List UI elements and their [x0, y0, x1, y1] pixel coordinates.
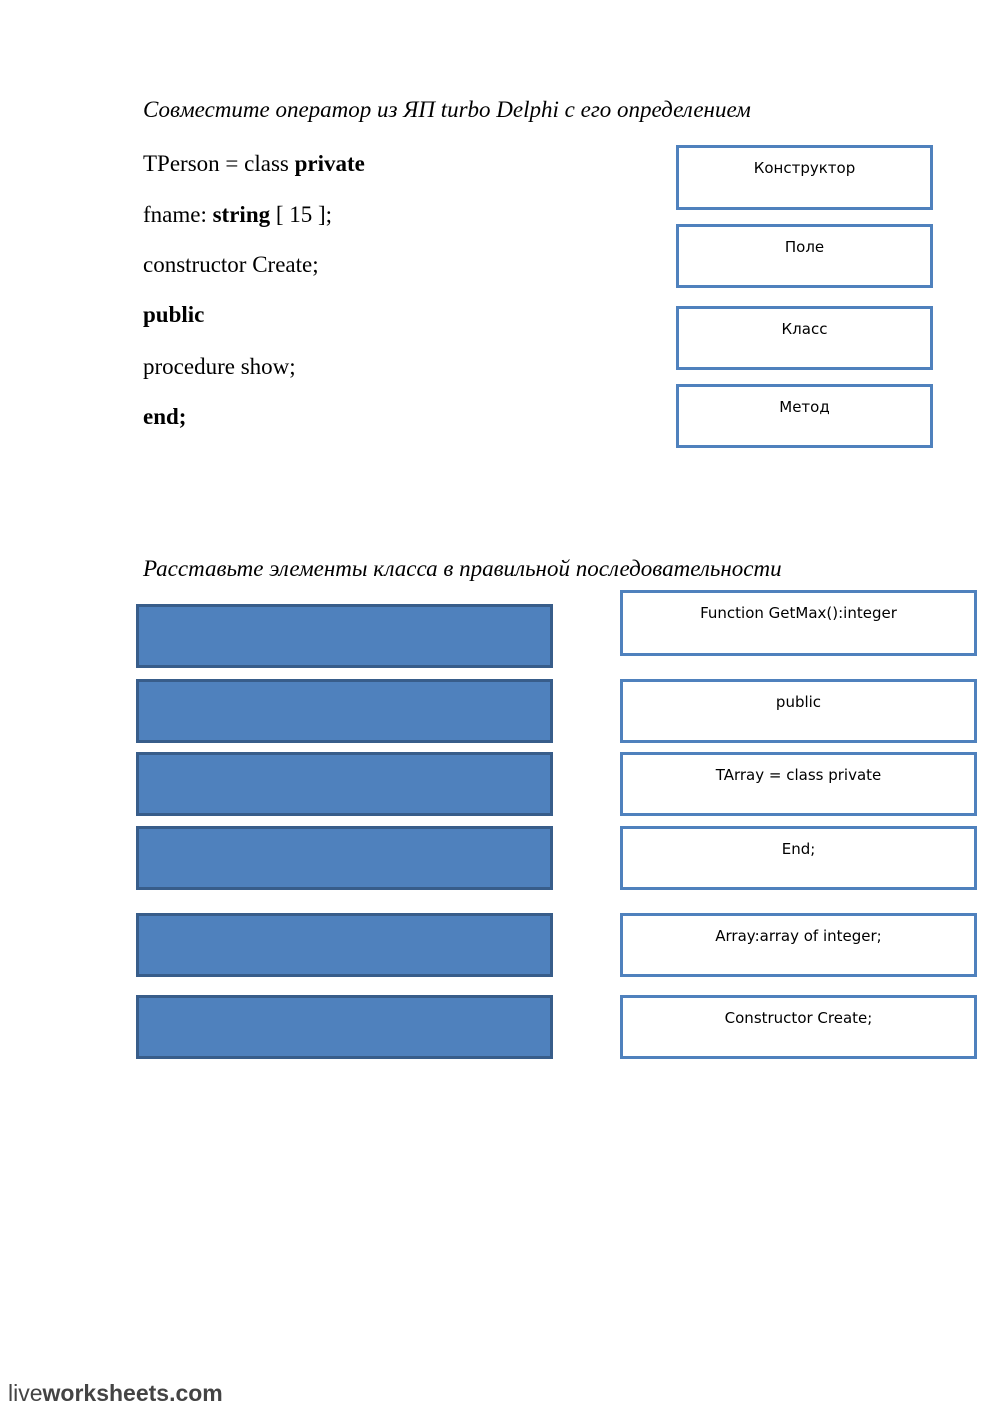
code-text: fname:	[143, 202, 213, 227]
code-text: TPerson = class	[143, 151, 295, 176]
code-line	[143, 353, 296, 381]
code-line	[143, 150, 365, 178]
drop-slot-2[interactable]	[136, 679, 553, 743]
sequence-option-constructor[interactable]: Constructor Create;	[620, 995, 977, 1059]
match-option-field[interactable]: Поле	[676, 224, 933, 288]
code-line	[143, 403, 186, 431]
drop-slot-3[interactable]	[136, 752, 553, 816]
section2-heading: Расставьте элементы класса в правильной последовательности	[143, 556, 782, 581]
sequence-option-array-field[interactable]: Array:array of integer;	[620, 913, 977, 977]
code-text: procedure show;	[143, 354, 296, 379]
sequence-option-public[interactable]: public	[620, 679, 977, 743]
code-line	[143, 201, 332, 229]
drop-slot-4[interactable]	[136, 826, 553, 890]
drop-slot-6[interactable]	[136, 995, 553, 1059]
logo-bold-text: worksheets.com	[42, 1380, 223, 1406]
sequence-option-getmax[interactable]: Function GetMax():integer	[620, 590, 977, 656]
section1-heading: Совместите оператор из ЯП turbo Delphi с его определением	[143, 97, 751, 122]
match-option-method[interactable]: Метод	[676, 384, 933, 448]
sequence-option-end[interactable]: End;	[620, 826, 977, 890]
code-line	[143, 251, 319, 279]
match-option-class[interactable]: Класс	[676, 306, 933, 370]
logo-light-text: live	[8, 1380, 43, 1406]
code-keyword: string	[212, 202, 271, 227]
code-keyword: end;	[143, 404, 187, 429]
code-text: constructor Create;	[143, 252, 319, 277]
liveworksheets-logo	[8, 1380, 223, 1407]
drop-slot-5[interactable]	[136, 913, 553, 977]
code-line	[143, 301, 204, 329]
code-keyword: private	[294, 151, 365, 176]
code-keyword: public	[143, 302, 205, 327]
code-text: [ 15 ];	[270, 202, 333, 227]
sequence-option-class-header[interactable]: TArray = class private	[620, 752, 977, 816]
match-option-constructor[interactable]: Конструктор	[676, 145, 933, 210]
drop-slot-1[interactable]	[136, 604, 553, 668]
